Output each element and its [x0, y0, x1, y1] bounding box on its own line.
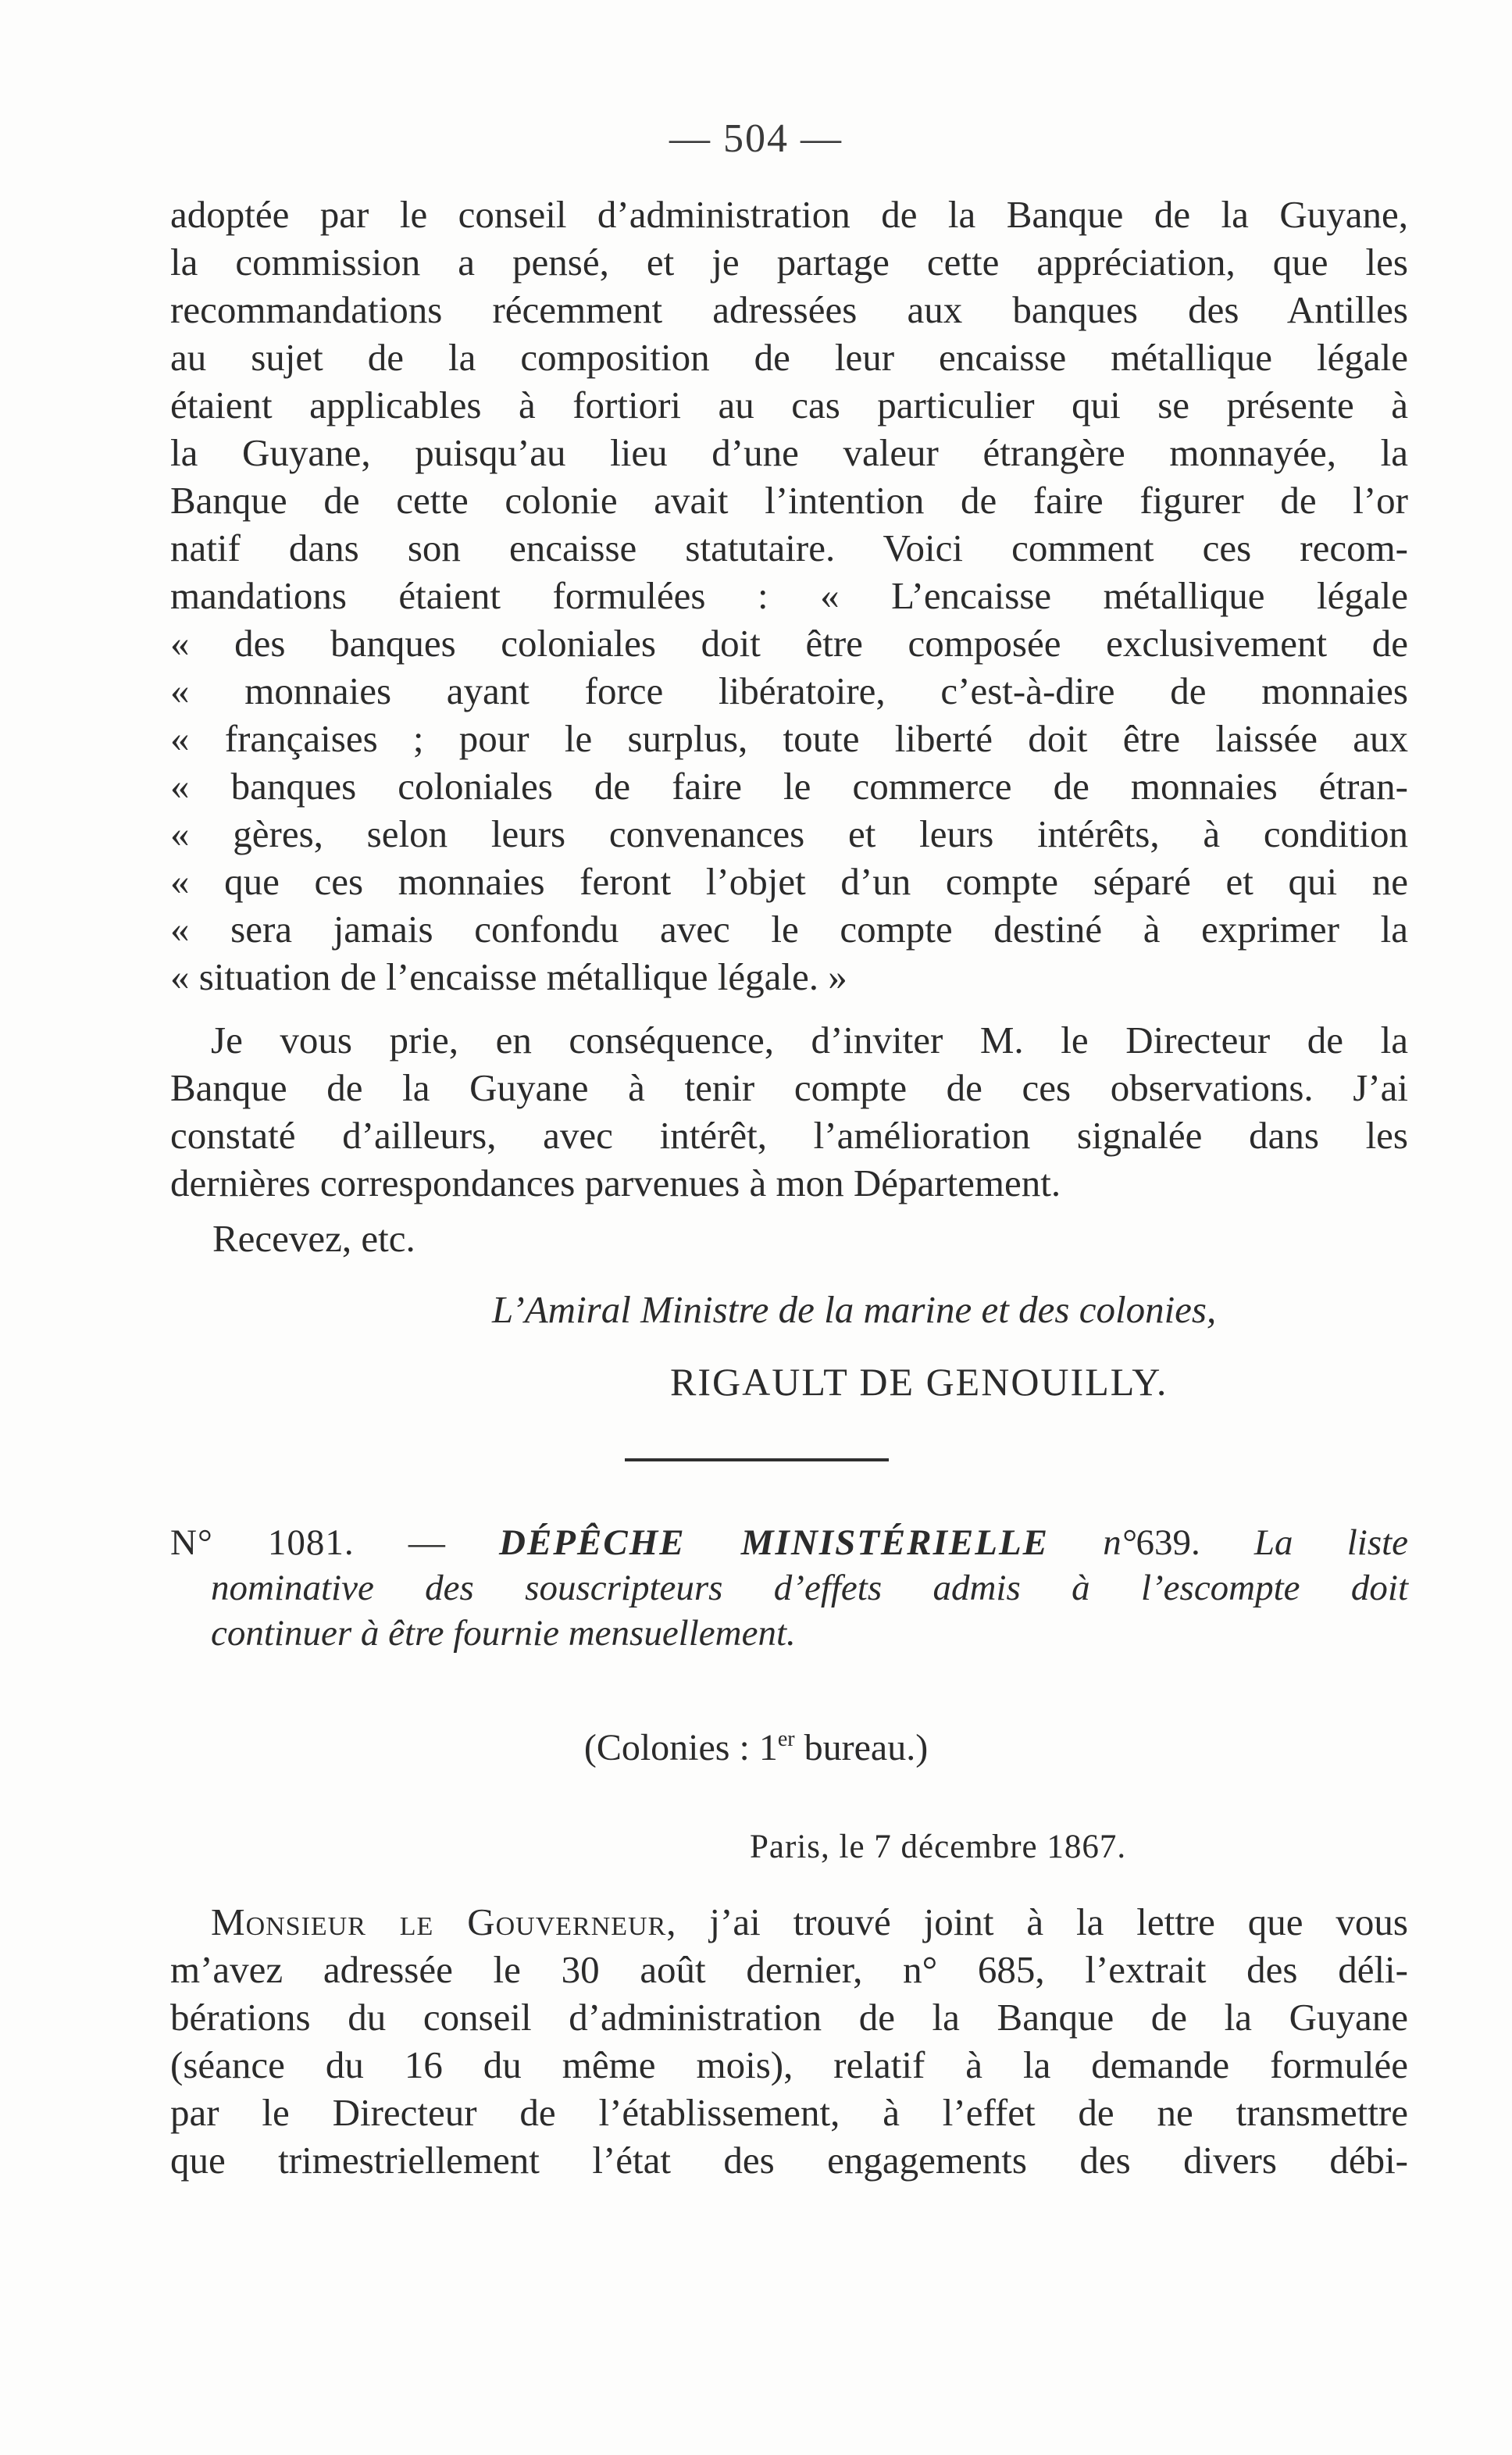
text-line: constaté d’ailleurs, avec intérêt, l’amélioration signalée dans les [170, 1114, 1408, 1157]
signature-name: RIGAULT DE GENOUILLY. [670, 1360, 1168, 1404]
text-line: Banque de la Guyane à tenir compte de ces observations. J’ai [170, 1066, 1408, 1109]
dispatch-ref-number: 639. [1136, 1522, 1200, 1563]
text-line: recommandations récemment adressées aux banques des Antilles [170, 288, 1408, 331]
text-line: bérations du conseil d’administration de la Banque de la Guyane [170, 1996, 1408, 2039]
text-line: la commission a pensé, et je partage cette appréciation, que les [170, 241, 1408, 284]
text-line: (séance du 16 du même mois), relatif à la demande formulée [170, 2043, 1408, 2086]
text-line: « situation de l’encaisse métallique légale. » [170, 955, 847, 998]
text-line: « gères, selon leurs convenances et leurs intérêts, à condition [170, 812, 1408, 855]
service-suffix: bureau.) [794, 1727, 929, 1768]
dispatch-dash: — [408, 1522, 445, 1563]
service-prefix: (Colonies : 1 [583, 1727, 778, 1768]
text-line: Banque de cette colonie avait l’intention de faire figurer de l’or [170, 479, 1408, 522]
text-line: natif dans son encaisse statutaire. Voici comment ces recom- [170, 526, 1408, 569]
text-line: mandations étaient formulées : « L’encaisse métallique légale [170, 574, 1408, 617]
text-fragment: j’ai trouvé joint à la lettre que vous [676, 1900, 1408, 1943]
text-line: « monnaies ayant force libératoire, c’est-à-dire de monnaies [170, 669, 1408, 712]
paragraph-2 [170, 1016, 1408, 1207]
dispatch-ref-prefix: n° [1103, 1522, 1136, 1563]
dispatch-number: N° 1081. [170, 1522, 355, 1563]
text-line: étaient applicables à fortiori au cas particulier qui se présente à [170, 384, 1408, 426]
text-line: « sera jamais confondu avec le compte destiné à exprimer la [170, 908, 1408, 951]
section-divider [625, 1458, 889, 1461]
text-line: au sujet de la composition de leur encaisse métallique légale [170, 336, 1408, 379]
service-superscript: er [777, 1727, 795, 1751]
paragraph-3 [170, 1898, 1408, 2184]
signature-title: L’Amiral Ministre de la marine et des colonies, [492, 1288, 1217, 1331]
text-line: « banques coloniales de faire le commerce de monnaies étran- [170, 765, 1408, 808]
page-number: — 504 — [669, 116, 843, 161]
text-line: par le Directeur de l’établissement, à l’effet de ne transmettre [170, 2091, 1408, 2134]
dispatch-heading [170, 1520, 1408, 1656]
paragraph-1 [170, 191, 1408, 1001]
text-line: m’avez adressée le 30 août dernier, n° 685, l’extrait des déli- [170, 1948, 1408, 1991]
text-line: Je vous prie, en conséquence, d’inviter M. le Directeur de la [211, 1019, 1408, 1062]
text-line: la Guyane, puisqu’au lieu d’une valeur étrangère monnayée, la [170, 431, 1408, 474]
salutation: Monsieur le Gouverneur, [211, 1900, 677, 1943]
text-line: « françaises ; pour le surplus, toute liberté doit être laissée aux [170, 717, 1408, 760]
service-reference [0, 1726, 1512, 1769]
text-line: « des banques coloniales doit être composée exclusivement de [170, 622, 1408, 665]
text-line: « que ces monnaies feront l’objet d’un compte séparé et qui ne [170, 860, 1408, 903]
dispatch-title: DÉPÊCHE MINISTÉRIELLE [499, 1522, 1050, 1563]
dispatch-summary: La liste [1253, 1522, 1409, 1563]
text-line [170, 1898, 1408, 1946]
text-line: que trimestriellement l’état des engagements des divers débi- [170, 2139, 1408, 2182]
dispatch-heading-line [170, 1520, 1408, 1565]
dispatch-summary: nominative des souscripteurs d’effets admis à l’escompte doit [211, 1568, 1408, 1608]
closing-formula: Recevez, etc. [212, 1217, 415, 1260]
dispatch-summary: continuer à être fournie mensuellement. [211, 1613, 796, 1654]
place-date: Paris, le 7 décembre 1867. [750, 1829, 1127, 1865]
text-line: dernières correspondances parvenues à mon Département. [170, 1161, 1061, 1204]
text-line: adoptée par le conseil d’administration de la Banque de la Guyane, [170, 193, 1408, 236]
